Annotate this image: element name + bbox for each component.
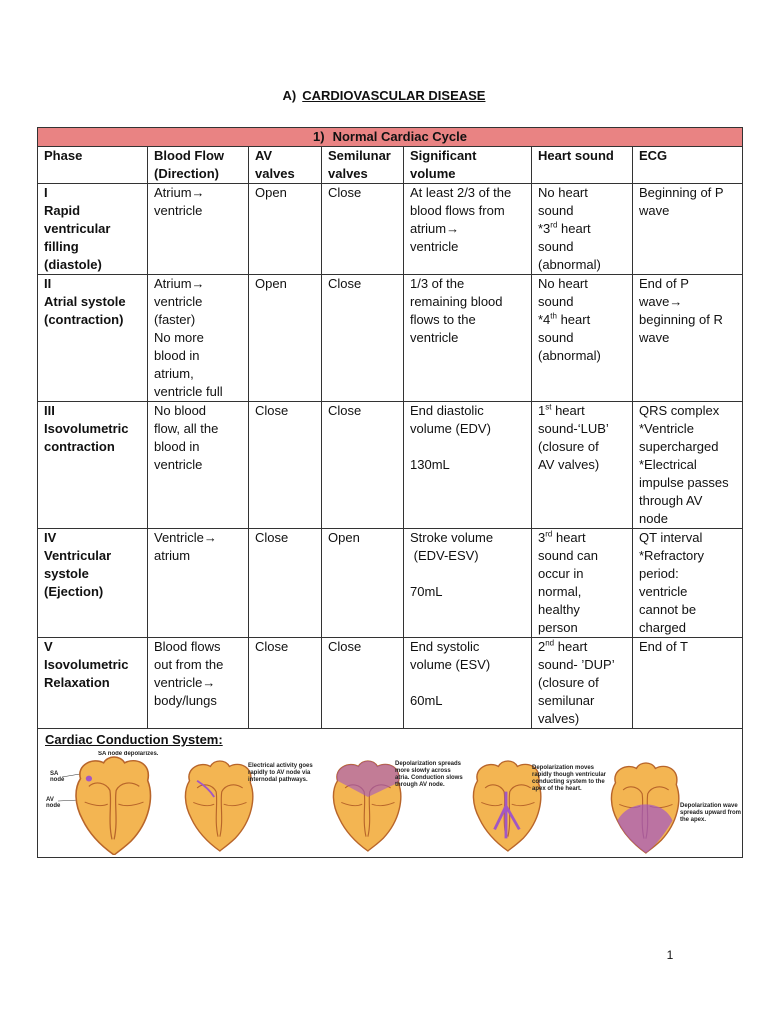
heart-illustration-1 [76, 757, 150, 855]
av-valves-cell: Open [249, 275, 322, 402]
table-header-row [38, 147, 743, 184]
ecg-cell: Beginning of P wave [633, 184, 743, 275]
heart-illustration-2 [185, 761, 252, 851]
header-significant-volume: Significant volume [404, 147, 532, 184]
blood-flow-cell: Blood flows out from the ventricle→ body/lungs [148, 638, 249, 729]
step-2-caption-2: rapidly to AV node via [248, 770, 311, 776]
semilunar-valves-cell: Close [322, 402, 404, 529]
conduction-diagram [40, 751, 742, 855]
significant-volume-cell: Stroke volume (EDV-ESV) 70mL [404, 529, 532, 638]
table-row [38, 275, 743, 402]
page-title [0, 88, 768, 103]
header-heart-sound: Heart sound [532, 147, 633, 184]
heart-illustration-3 [333, 761, 400, 851]
blood-flow-cell: Atrium→ ventricle (faster) No more blood in atrium, ventricle full [148, 275, 249, 402]
phase-cell: III Isovolumetric contraction [38, 402, 148, 529]
ecg-cell: End of T [633, 638, 743, 729]
table-row [38, 529, 743, 638]
av-node-label-2: node [46, 803, 61, 809]
header-blood-flow: Blood Flow (Direction) [148, 147, 249, 184]
step-3-caption-3: atria. Conduction slows [395, 775, 463, 781]
phase-cell: II Atrial systole (contraction) [38, 275, 148, 402]
heart-sound-cell: No heart sound *3rd heart sound (abnormal) [532, 184, 633, 275]
ecg-cell: QRS complex *Ventricle supercharged *Electrical impulse passes through AV node [633, 402, 743, 529]
heart-sound-cell: 3rd heart sound can occur in normal, healthy person [532, 529, 633, 638]
blood-flow-cell: No blood flow, all the blood in ventricle [148, 402, 249, 529]
sa-node-label-2: node [50, 777, 65, 783]
step-2-caption-3: internodal pathways. [248, 777, 308, 783]
step-3-caption-2: more slowly across [395, 768, 451, 774]
phase-cell: V Isovolumetric Relaxation [38, 638, 148, 729]
av-valves-cell: Open [249, 184, 322, 275]
section-title: CARDIOVASCULAR DISEASE [302, 88, 486, 103]
step-4-caption-4: apex of the heart. [532, 786, 582, 792]
significant-volume-cell: At least 2/3 of the blood flows from atrium→ ventricle [404, 184, 532, 275]
conduction-cell [38, 729, 743, 858]
table-caption-row [38, 128, 743, 147]
table-row [38, 184, 743, 275]
step-5-caption-2: spreads upward from [680, 810, 742, 816]
av-valves-cell: Close [249, 402, 322, 529]
semilunar-valves-cell: Close [322, 275, 404, 402]
header-semilunar-valves: Semilunar valves [322, 147, 404, 184]
sa-node-label: SA [50, 771, 59, 777]
av-valves-cell: Close [249, 638, 322, 729]
heart-sound-cell: 2nd heart sound- ’DUP’ (closure of semilunar valves) [532, 638, 633, 729]
section-letter: A) [282, 88, 297, 103]
step-3-caption-4: through AV node. [395, 782, 445, 788]
heart-sound-cell: 1st heart sound-‘LUB’ (closure of AV valves) [532, 402, 633, 529]
step-4-caption-3: conducting system to the [532, 779, 605, 785]
caption-title: Normal Cardiac Cycle [332, 129, 467, 144]
header-phase: Phase [38, 147, 148, 184]
conduction-row [38, 729, 743, 858]
heart-sound-cell: No heart sound *4th heart sound (abnormal) [532, 275, 633, 402]
header-av-valves: AV valves [249, 147, 322, 184]
table-row [38, 402, 743, 529]
significant-volume-cell: End systolic volume (ESV) 60mL [404, 638, 532, 729]
phase-cell: I Rapid ventricular filling (diastole) [38, 184, 148, 275]
heart-illustration-4 [473, 761, 540, 851]
blood-flow-cell: Atrium→ ventricle [148, 184, 249, 275]
significant-volume-cell: 1/3 of the remaining blood flows to the ventricle [404, 275, 532, 402]
av-valves-cell: Close [249, 529, 322, 638]
step-2-caption-1: Electrical activity goes [248, 763, 313, 769]
table-row [38, 638, 743, 729]
sa-node-caption: SA node depolarizes. [98, 751, 159, 757]
ecg-cell: End of P wave→ beginning of R wave [633, 275, 743, 402]
phase-cell: IV Ventricular systole (Ejection) [38, 529, 148, 638]
heart-illustration-5 [611, 763, 678, 853]
significant-volume-cell: End diastolic volume (EDV) 130mL [404, 402, 532, 529]
conduction-title: Cardiac Conduction System: [45, 732, 223, 747]
step-5-caption-3: the apex. [680, 817, 707, 823]
caption-number: 1) [313, 129, 325, 144]
step-3-caption-1: Depolarization spreads [395, 761, 462, 767]
cardiac-cycle-table [37, 127, 743, 858]
step-4-caption-1: Depolarization moves [532, 765, 595, 771]
semilunar-valves-cell: Close [322, 184, 404, 275]
step-4-caption-2: rapidly though ventricular [532, 772, 607, 778]
header-ecg: ECG [633, 147, 743, 184]
table-caption [38, 128, 743, 147]
av-node-label: AV [46, 797, 54, 803]
ecg-cell: QT interval *Refractory period: ventricle cannot be charged [633, 529, 743, 638]
blood-flow-cell: Ventricle→ atrium [148, 529, 249, 638]
step-5-caption-1: Depolarization wave [680, 803, 738, 809]
page-number: 1 [666, 948, 674, 962]
semilunar-valves-cell: Open [322, 529, 404, 638]
semilunar-valves-cell: Close [322, 638, 404, 729]
